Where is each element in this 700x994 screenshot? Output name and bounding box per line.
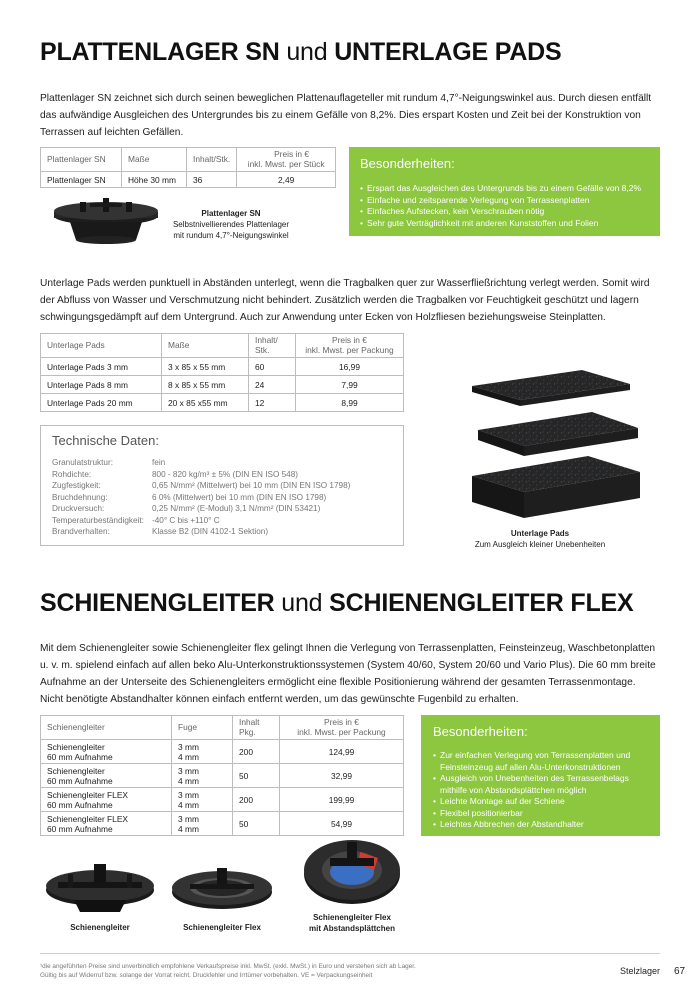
list-item: • Erspart das Ausgleichen des Untergrunds bis zu einem Gefälle von 8,2% — [360, 183, 660, 195]
page-number: 67 — [674, 966, 686, 977]
table-header: Maße — [162, 334, 249, 358]
table-header: Unterlage Pads — [41, 334, 162, 358]
tech-value: 800 - 820 kg/m³ ± 5% (DIN EN ISO 548) — [152, 469, 299, 479]
caption-title: Unterlage Pads — [510, 529, 570, 538]
table-row — [41, 764, 404, 788]
tech-value: fein — [152, 458, 166, 467]
tech-value: 6 0% (Mittelwert) bei 10 mm (DIN EN ISO 1798) — [152, 492, 327, 502]
cell-l2: 60 mm Aufnahme — [47, 823, 113, 834]
price-header-l2: inkl. Mwst. per Stück — [247, 158, 325, 169]
table-cell: 12 — [249, 394, 296, 412]
table-cell — [172, 788, 233, 812]
table-cell: 2,49 — [237, 172, 336, 188]
table-header-price — [280, 716, 404, 740]
table-row — [41, 740, 404, 764]
table-cell — [41, 812, 172, 836]
cell-l2: 4 mm — [178, 799, 199, 810]
tech-row — [52, 492, 326, 504]
tech-key: Rohdichte: — [52, 469, 92, 479]
tech-row — [52, 480, 350, 492]
price-header-l1: Preis in € — [274, 149, 309, 159]
tech-row — [52, 515, 220, 527]
table-cell: 200 — [233, 788, 280, 812]
tech-row — [52, 526, 268, 538]
intro-unterlage-pads: Unterlage Pads werden punktuell in Abständen unterlegt, wenn die Tragbalken quer zur Wasserfließrichtung verlegt werden. Somit wird der Abfluss von Wasser und Verschmutzung nicht behindert. Zusätzlich werden die Tragbalken vor Feuchtigkeit geschützt und lagern schwingungsgedämpft auf dem Untergrund. Auch zur Anwendung unter Ecken von Holzfliesen beziehungsweise Steinplatten. — [40, 278, 650, 323]
table-cell — [172, 812, 233, 836]
cell-l2: 4 mm — [178, 775, 199, 786]
table-row — [41, 788, 404, 812]
intro-plattenlager: Plattenlager SN zeichnet sich durch seinen beweglichen Plattenauflageteller mit rundum 4,7°-Neigungswinkel aus. Durch diesen entfällt das aufwändige Ausgleichen des Untergrundes bis zu einem Gefälle von 8,2%. Dies erspart Kosten und Zeit bei der Konstruktion von Terrassen auf leichten Gefällen. — [40, 93, 652, 138]
table-cell — [41, 764, 172, 788]
cell-l1: Schienengleiter FLEX — [47, 789, 129, 800]
section-title-plattenlager — [40, 37, 562, 67]
title-part-b: UNTERLAGE PADS — [334, 38, 562, 66]
list-item: • Sehr gute Verträglichkeit mit anderen Kunststoffen und Folien — [360, 218, 660, 230]
table-row — [41, 394, 404, 412]
besonderheiten-list — [349, 172, 660, 229]
caption-title: Schienengleiter Flex — [183, 923, 261, 932]
table-header-price — [237, 148, 336, 172]
header-l1: Inhalt — [239, 717, 260, 727]
tech-value: -40° C bis +110° C — [152, 515, 220, 525]
list-item: • Einfaches Aufstecken, kein Verschrauben nötig — [360, 206, 660, 218]
table-cell: Höhe 30 mm — [122, 172, 187, 188]
table-cell: 200 — [233, 740, 280, 764]
caption-schienengleiter-flex — [172, 922, 272, 933]
table-cell: 16,99 — [296, 358, 404, 376]
list-item: • Leichte Montage auf der Schiene — [433, 796, 652, 808]
caption-title: Schienengleiter Flex — [313, 913, 391, 922]
cell-l1: 3 mm — [178, 765, 199, 776]
besonderheiten-box-2 — [421, 715, 660, 836]
table-cell: 8,99 — [296, 394, 404, 412]
cell-l1: 3 mm — [178, 741, 199, 752]
tech-row — [52, 503, 320, 515]
caption-plattenlager — [160, 208, 302, 241]
footer-note-line: ¹die angeführten Preise sind unverbindlich empfohlene Verkaufspreise inkl. MwSt. (exkl. MwSt.) in Euro und verstehen sich ab Lager. — [40, 963, 416, 970]
besonderheiten-box-1 — [349, 147, 660, 236]
price-header-l2: inkl. Mwst. per Packung — [297, 726, 386, 737]
table-row — [41, 172, 336, 188]
table-cell — [172, 764, 233, 788]
plattenlager-sn-image — [50, 196, 162, 246]
table-cell: 50 — [233, 764, 280, 788]
cell-l2: 60 mm Aufnahme — [47, 799, 113, 810]
table-cell: 199,99 — [280, 788, 404, 812]
table-cell: Plattenlager SN — [41, 172, 122, 188]
title-part-mid: und — [279, 38, 335, 66]
schienengleiter-flex-image — [170, 860, 274, 920]
caption-schienengleiter-flex-abstand — [300, 912, 404, 934]
list-item: • Zur einfachen Verlegung von Terrassenplatten und Feinsteinzeug auf allen Alu-Unterkonstruktionen — [433, 750, 652, 773]
price-header-l1: Preis in € — [324, 717, 359, 727]
list-item: • Ausgleich von Unebenheiten des Terrassenbelags mithilfe von Abstandsplättchen möglich — [433, 773, 652, 796]
table-cell: 3 x 85 x 55 mm — [162, 358, 249, 376]
table-header: Maße — [122, 148, 187, 172]
cell-l1: 3 mm — [178, 813, 199, 824]
tech-key: Zugfestigkeit: — [52, 481, 101, 490]
table-cell: 124,99 — [280, 740, 404, 764]
footer-note — [40, 962, 416, 980]
tech-key: Bruchdehnung: — [52, 492, 108, 502]
cell-l1: Schienengleiter — [47, 765, 105, 776]
table-schienengleiter — [40, 715, 404, 836]
table-cell: 32,99 — [280, 764, 404, 788]
tech-key: Druckversuch: — [52, 504, 105, 513]
table-cell: 8 x 85 x 55 mm — [162, 376, 249, 394]
unterlage-pads-image — [462, 368, 672, 524]
caption-title: mit Abstandsplättchen — [309, 924, 395, 933]
tech-row — [52, 457, 165, 469]
cell-l1: Schienengleiter FLEX — [47, 813, 129, 824]
table-cell — [172, 740, 233, 764]
table-row — [41, 376, 404, 394]
header-l2: Pkg. — [239, 726, 256, 737]
tech-key: Temperaturbeständigkeit: — [52, 515, 144, 525]
table-cell: Unterlage Pads 20 mm — [41, 394, 162, 412]
table-header-price — [296, 334, 404, 358]
price-header-l1: Preis in € — [332, 335, 367, 345]
besonderheiten-list — [421, 740, 660, 831]
cell-l2: 4 mm — [178, 751, 199, 762]
table-cell: 24 — [249, 376, 296, 394]
list-item: • Leichtes Abbrechen der Abstandhalter — [433, 819, 652, 831]
table-cell: Unterlage Pads 3 mm — [41, 358, 162, 376]
table-cell: 20 x 85 x55 mm — [162, 394, 249, 412]
cell-l2: 4 mm — [178, 823, 199, 834]
table-cell — [41, 788, 172, 812]
title-part-a: SCHIENENGLEITER — [40, 589, 275, 617]
caption-schienengleiter — [55, 922, 145, 933]
caption-line: Selbstnivellierendes Plattenlager — [172, 220, 290, 229]
title-part-b: SCHIENENGLEITER FLEX — [329, 589, 634, 617]
section-label: Stelzlager — [620, 966, 661, 976]
table-cell: 60 — [249, 358, 296, 376]
table-cell — [41, 740, 172, 764]
tech-value: 0,25 N/mm² (E-Modul) 3,1 N/mm² (DIN 53421) — [152, 504, 321, 513]
table-header: Plattenlager SN — [41, 148, 122, 172]
table-plattenlager — [40, 147, 336, 188]
besonderheiten-title: Besonderheiten: — [360, 156, 455, 171]
cell-l1: 3 mm — [178, 789, 199, 800]
table-cell: Unterlage Pads 8 mm — [41, 376, 162, 394]
caption-line: mit rundum 4,7°-Neigungswinkel — [173, 231, 289, 240]
technische-daten-title: Technische Daten: — [52, 433, 159, 448]
price-header-l2: inkl. Mwst. per Packung — [305, 344, 394, 355]
table-row — [41, 358, 404, 376]
tech-row — [52, 469, 298, 481]
caption-title: Plattenlager SN — [201, 209, 261, 218]
table-cell: 7,99 — [296, 376, 404, 394]
table-header: Fuge — [172, 716, 233, 740]
footer-note-line: Gültig bis auf Widerruf bzw. solange der Vorrat reicht. Druckfehler und Irrtümer vorbehalten. VE = Verpackungseinheit — [40, 972, 373, 979]
tech-value: 0,65 N/mm² (Mittelwert) bei 10 mm (DIN EN ISO 1798) — [152, 481, 351, 490]
technische-daten-box — [40, 425, 404, 546]
table-cell: 50 — [233, 812, 280, 836]
list-item: • Flexibel positionierbar — [433, 808, 652, 820]
intro-schienengleiter: Mit dem Schienengleiter sowie Schienengleiter flex gelingt Ihnen die Verlegung von Terrassenplatten, Feinsteinzeug, Waschbetonplatten u. v. m. spielend einfach auf allen beko Alu-Unterkonstruktionssystemen (System 40/60, System 20/60 und Vario Plus). Die 60 mm breite Aufnahme an der Unterseite des Schienengleiters ermöglicht eine flexible Positionierung während der gesamten Terrassenmontage. Nicht benötigte Abstandhalter können einfach entfernt werden, um das gewünschte Fugenbild zu erhalten. — [40, 643, 656, 705]
header-l2: Stk. — [255, 344, 270, 355]
cell-l2: 60 mm Aufnahme — [47, 751, 113, 762]
footer-divider — [40, 953, 660, 954]
caption-title: Schienengleiter — [70, 923, 130, 932]
table-cell: 36 — [187, 172, 237, 188]
caption-line: Zum Ausgleich kleiner Unebenheiten — [474, 540, 606, 549]
table-cell: 54,99 — [280, 812, 404, 836]
tech-key: Brandverhalten: — [52, 527, 110, 536]
list-item: • Einfache und zeitsparende Verlegung von Terrassenplatten — [360, 195, 660, 207]
table-header-inhalt — [249, 334, 296, 358]
header-l1: Inhalt/ — [255, 335, 278, 345]
title-part-mid: und — [274, 589, 330, 617]
table-header: Schienengleiter — [41, 716, 172, 740]
schienengleiter-flex-abstand-image — [300, 830, 404, 910]
table-header-inhalt — [233, 716, 280, 740]
title-part-a: PLATTENLAGER SN — [40, 38, 280, 66]
cell-l2: 60 mm Aufnahme — [47, 775, 113, 786]
cell-l1: Schienengleiter — [47, 741, 105, 752]
besonderheiten-title: Besonderheiten: — [433, 724, 528, 739]
tech-key: Granulatstruktur: — [52, 458, 113, 467]
table-header: Inhalt/Stk. — [187, 148, 237, 172]
tech-value: Klasse B2 (DIN 4102-1 Sektion) — [152, 527, 269, 536]
section-title-schienengleiter — [40, 588, 634, 618]
table-unterlage-pads — [40, 333, 404, 412]
schienengleiter-image — [44, 860, 156, 920]
caption-unterlage-pads — [455, 528, 625, 550]
